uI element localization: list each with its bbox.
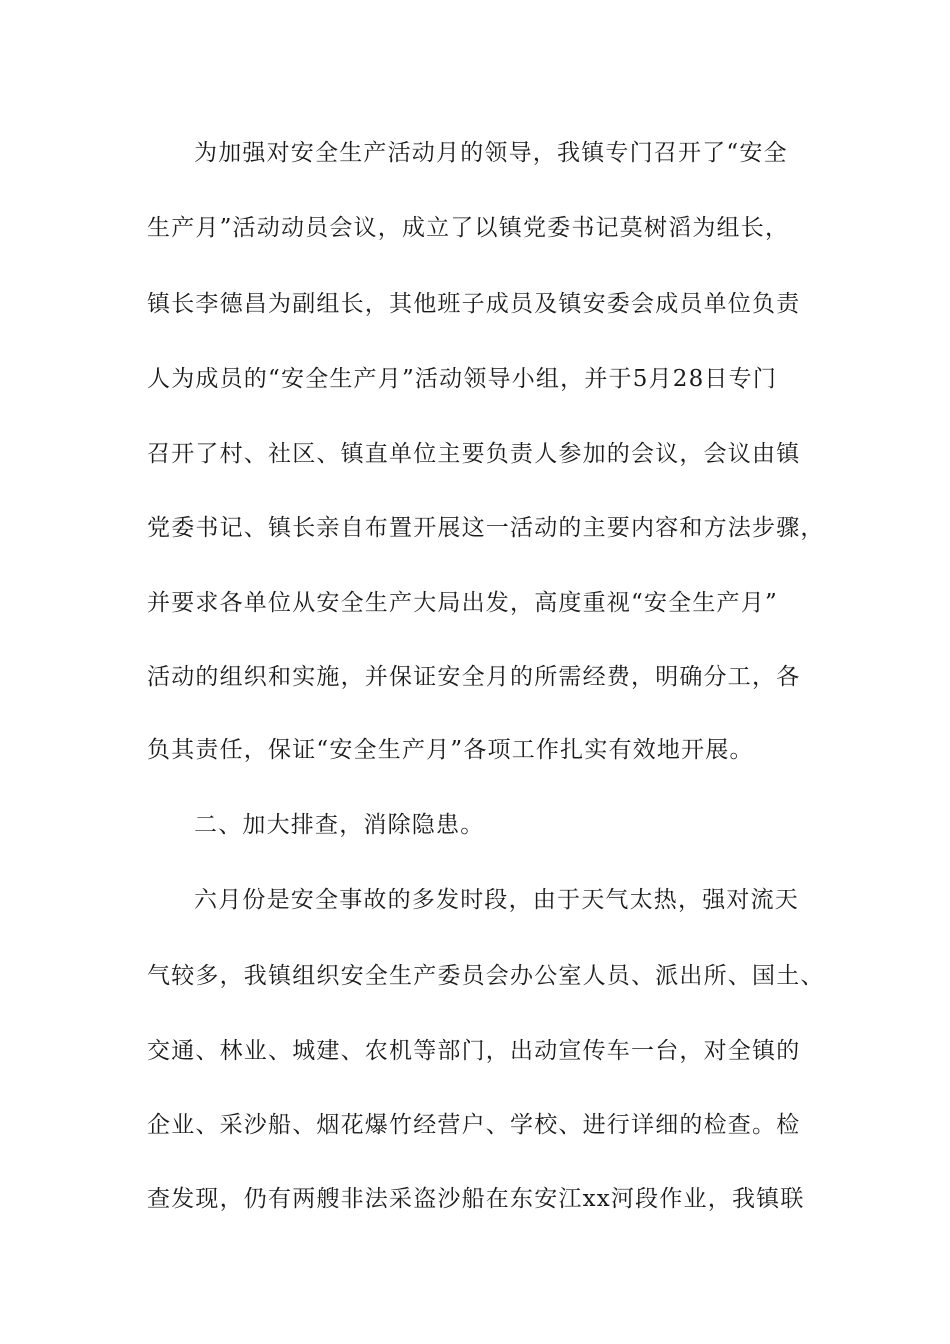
paragraph-line: 六月份是安全事故的多发时段，由于天气太热，强对流天: [194, 887, 799, 913]
paragraph-line: 镇长李德昌为副组长，其他班子成员及镇安委会成员单位负责: [147, 291, 801, 317]
paragraph-line: 生产月”活动动员会议，成立了以镇党委书记莫树滔为组长，: [147, 215, 790, 241]
paragraph-line: 气较多，我镇组织安全生产委员会办公室人员、派出所、国土、: [147, 963, 825, 989]
paragraph-line: 活动的组织和实施，并保证安全月的所需经费，明确分工，各: [147, 664, 801, 690]
paragraph-line: 并要求各单位从安全生产大局出发，高度重视“安全生产月”: [147, 590, 778, 616]
paragraph-line: 企业、采沙船、烟花爆竹经营户、学校、进行详细的检查。检: [147, 1112, 801, 1138]
paragraph-line: 党委书记、镇长亲自布置开展这一活动的主要内容和方法步骤，: [147, 515, 825, 541]
paragraph-line: 人为成员的“安全生产月”活动领导小组，并于5月28日专门: [147, 366, 778, 392]
paragraph-line: 查发现，仍有两艘非法采盗沙船在东安江xx河段作业，我镇联: [147, 1186, 805, 1212]
paragraph-line: 交通、林业、城建、农机等部门，出动宣传车一台，对全镇的: [147, 1038, 801, 1064]
paragraph-line: 为加强对安全生产活动月的领导，我镇专门召开了“安全: [194, 140, 788, 166]
paragraph-line: 负其责任，保证“安全生产月”各项工作扎实有效地开展。: [147, 737, 754, 763]
paragraph-line: 召开了村、社区、镇直单位主要负责人参加的会议，会议由镇: [147, 441, 801, 467]
section-heading: 二、加大排查，消除隐患。: [194, 812, 485, 838]
